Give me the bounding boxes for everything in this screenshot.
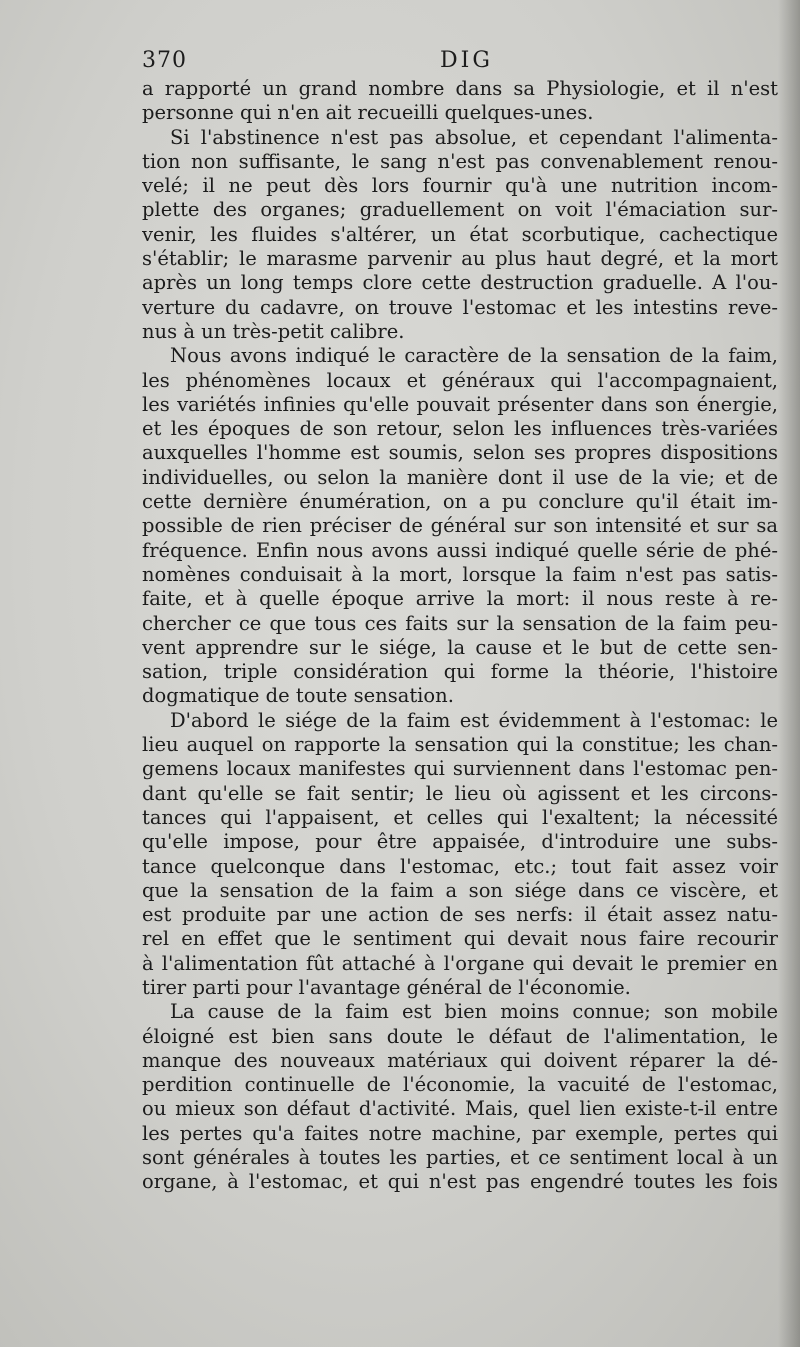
text-line: dant qu'elle se fait sentir; le lieu où agissent et les circons-: [142, 781, 778, 805]
text-line: gemens locaux manifestes qui surviennent dans l'estomac pen-: [142, 757, 778, 781]
text-line: tances qui l'appaisent, et celles qui l'exaltent; la nécessité: [142, 805, 778, 829]
text-line: qu'elle impose, pour être appaisée, d'introduire une subs-: [142, 830, 778, 854]
text-line: cette dernière énumération, on a pu conclure qu'il était im-: [142, 490, 778, 514]
text-line: sont générales à toutes les parties, et ce sentiment local à un: [142, 1146, 778, 1170]
text-line: plette des organes; graduellement on voit l'émaciation sur-: [142, 198, 778, 222]
page-header: [142, 48, 782, 78]
text-line: manque des nouveaux matériaux qui doivent réparer la dé-: [142, 1048, 778, 1072]
text-line: perdition continuelle de l'économie, la vacuité de l'estomac,: [142, 1073, 778, 1097]
text-line: D'abord le siége de la faim est évidemment à l'estomac: le: [170, 708, 778, 732]
text-line: tirer parti pour l'avantage général de l'économie.: [142, 975, 631, 999]
text-line: dogmatique de toute sensation.: [142, 684, 454, 708]
text-line: éloigné est bien sans doute le défaut de l'alimentation, le: [142, 1024, 778, 1048]
text-line: est produite par une action de ses nerfs: il était assez natu-: [142, 903, 778, 927]
text-line: faite, et à quelle époque arrive la mort: il nous reste à re-: [142, 587, 778, 611]
text-line: verture du cadavre, on trouve l'estomac et les intestins reve-: [142, 295, 778, 319]
text-line: ou mieux son défaut d'activité. Mais, quel lien existe-t-il entre: [142, 1097, 778, 1121]
text-line: tance quelconque dans l'estomac, etc.; tout fait assez voir: [142, 854, 778, 878]
text-line: La cause de la faim est bien moins connue; son mobile: [170, 1000, 778, 1024]
text-line: les variétés infinies qu'elle pouvait présenter dans son énergie,: [142, 392, 778, 416]
text-line: que la sensation de la faim a son siége dans ce viscère, et: [142, 878, 778, 902]
text-line: chercher ce que tous ces faits sur la sensation de la faim peu-: [142, 611, 778, 635]
page-gutter-shadow: [778, 0, 800, 1347]
text-line: les pertes qu'a faites notre machine, par exemple, pertes qui: [142, 1121, 778, 1145]
text-line: a rapporté un grand nombre dans sa Physiologie, et il n'est: [142, 77, 778, 100]
text-line: venir, les fluides s'altérer, un état scorbutique, cachectique: [142, 222, 778, 246]
text-line: et les époques de son retour, selon les influences très-variées: [142, 417, 778, 441]
text-line: s'établir; le marasme parvenir au plus haut degré, et la mort: [142, 247, 778, 271]
text-line: possible de rien préciser de général sur son intensité et sur sa: [142, 514, 778, 538]
body-text: [142, 77, 778, 1195]
text-line: sation, triple considération qui forme la théorie, l'histoire: [142, 660, 778, 684]
text-line: personne qui n'en ait recueilli quelques-unes.: [142, 101, 594, 125]
text-line: nus à un très-petit calibre.: [142, 319, 405, 343]
text-line: fréquence. Enfin nous avons aussi indiqué quelle série de phé-: [142, 538, 778, 562]
running-head: DIG: [440, 48, 493, 73]
text-line: rel en effet que le sentiment qui devait nous faire recourir: [142, 927, 778, 951]
text-line: les phénomènes locaux et généraux qui l'accompagnaient,: [142, 368, 778, 392]
page-number: 370: [142, 48, 187, 73]
text-line: à l'alimentation fût attaché à l'organe qui devait le premier en: [142, 951, 778, 975]
text-line: tion non suffisante, le sang n'est pas convenablement renou-: [142, 149, 778, 173]
text-line: individuelles, ou selon la manière dont il use de la vie; et de: [142, 465, 778, 489]
text-line: organe, à l'estomac, et qui n'est pas engendré toutes les fois: [142, 1170, 778, 1194]
text-line: auxquelles l'homme est soumis, selon ses propres dispositions: [142, 441, 778, 465]
text-line: Nous avons indiqué le caractère de la sensation de la faim,: [170, 344, 778, 368]
text-line: velé; il ne peut dès lors fournir qu'à une nutrition incom-: [142, 174, 778, 198]
text-line: nomènes conduisait à la mort, lorsque la faim n'est pas satis-: [142, 562, 778, 586]
text-line: après un long temps clore cette destruction graduelle. A l'ou-: [142, 271, 778, 295]
text-line: lieu auquel on rapporte la sensation qui la constitue; les chan-: [142, 733, 778, 757]
text-line: Si l'abstinence n'est pas absolue, et cependant l'alimenta-: [170, 125, 778, 149]
text-line: vent apprendre sur le siége, la cause et le but de cette sen-: [142, 635, 778, 659]
